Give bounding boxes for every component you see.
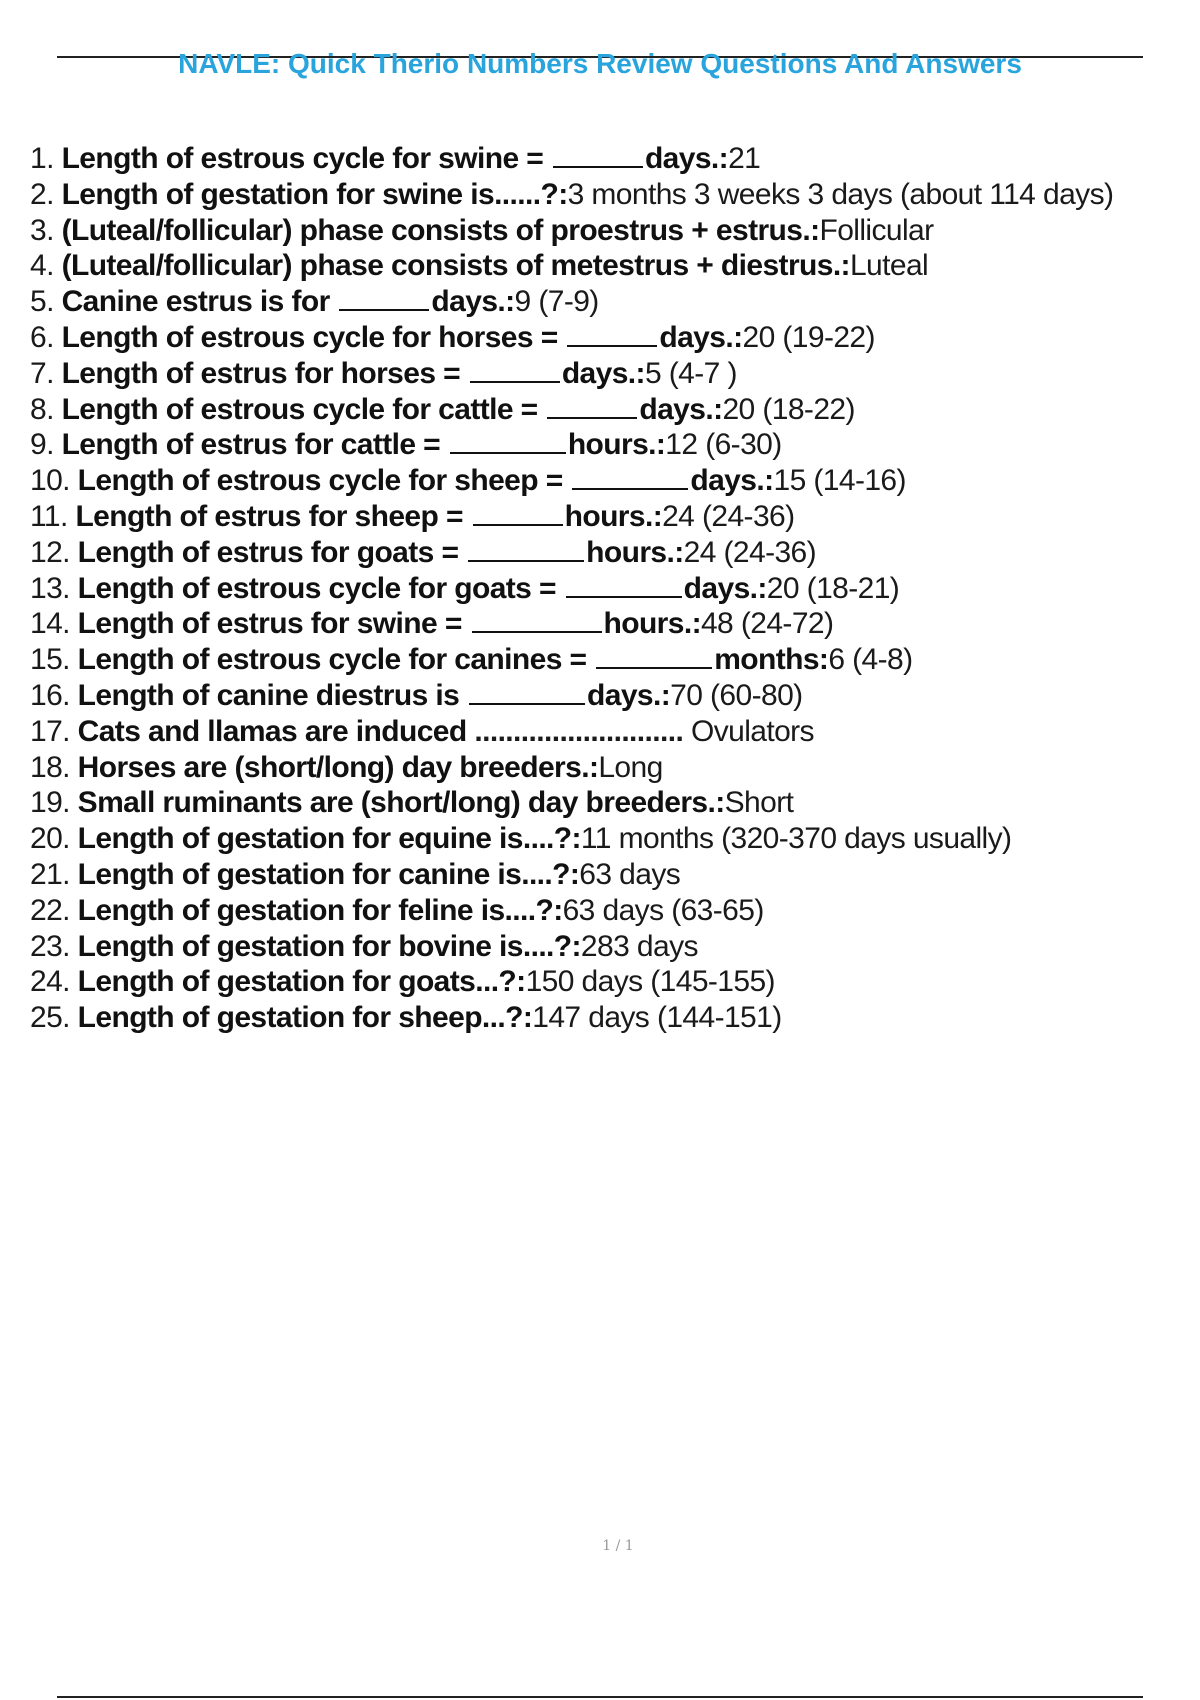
qa-item: [30, 356, 1180, 392]
qa-item: [30, 463, 1180, 499]
qa-item: [30, 750, 1180, 786]
answer-text: 147 days (144-151): [532, 1001, 782, 1035]
answer-text: 15 (14-16): [773, 464, 906, 498]
qa-item: [30, 1000, 1180, 1036]
qa-item: [30, 857, 1180, 893]
unit-label: days.:: [561, 356, 645, 390]
answer-blank: [566, 572, 682, 598]
qa-item: [30, 785, 1180, 821]
answer-text: 63 days: [579, 857, 681, 891]
answer-blank: [547, 393, 637, 419]
item-number: 11.: [30, 499, 68, 533]
unit-label: days.:: [683, 571, 767, 605]
qa-item: [30, 714, 1180, 750]
question-text: Length of estrus for cattle =: [61, 428, 441, 462]
item-number: 17.: [30, 714, 70, 748]
question-text: Length of estrus for horses =: [61, 356, 461, 390]
item-number: 18.: [30, 750, 70, 784]
answer-text: 12 (6-30): [665, 428, 782, 462]
answer-text: 5 (4-7 ): [644, 356, 737, 390]
answer-blank: [572, 464, 688, 490]
dotted-leader: ...........................: [474, 714, 684, 748]
qa-item: [30, 642, 1180, 678]
question-text: Length of gestation for canine is....?:: [77, 857, 580, 891]
answer-blank: [596, 643, 712, 669]
question-text: Cats and llamas are induced: [77, 714, 467, 748]
answer-blank: [553, 142, 643, 168]
item-number: 25.: [30, 1001, 70, 1035]
question-text: Length of gestation for feline is....?:: [77, 893, 563, 927]
item-number: 12.: [30, 535, 70, 569]
item-number: 4.: [30, 249, 54, 283]
qa-item: [30, 213, 1180, 249]
answer-text: 150 days (145-155): [525, 965, 775, 999]
qa-item: [30, 427, 1180, 463]
item-number: 2.: [30, 177, 54, 211]
unit-label: days.:: [644, 142, 729, 175]
answer-blank: [468, 536, 584, 562]
question-text: (Luteal/follicular) phase consists of metestrus + diestrus.:: [61, 249, 850, 283]
qa-item: [30, 284, 1180, 320]
question-text: (Luteal/follicular) phase consists of proestrus + estrus.:: [61, 213, 820, 247]
answer-text: Short: [724, 786, 794, 820]
answer-blank: [450, 428, 566, 454]
item-number: 1.: [30, 142, 54, 175]
answer-text: 6 (4-8): [828, 643, 913, 677]
qa-item: [30, 392, 1180, 428]
qa-item: [30, 821, 1180, 857]
question-text: Length of canine diestrus is: [77, 678, 460, 712]
qa-item: [30, 141, 1180, 177]
item-number: 10.: [30, 464, 70, 498]
answer-text: 20 (19-22): [742, 320, 875, 354]
question-text: Length of estrous cycle for horses =: [61, 320, 558, 354]
answer-blank: [567, 321, 657, 347]
question-text: Length of estrous cycle for sheep =: [77, 464, 563, 498]
qa-item: [30, 248, 1180, 284]
answer-text: Luteal: [849, 249, 929, 283]
item-number: 22.: [30, 893, 70, 927]
answer-text: 24 (24-36): [662, 499, 795, 533]
qa-item: [30, 320, 1180, 356]
qa-item: [30, 964, 1180, 1000]
unit-label: hours.:: [564, 499, 663, 533]
document-title: NAVLE: Quick Therio Numbers Review Questions And Answers: [178, 48, 1022, 79]
unit-label: hours.:: [567, 428, 666, 462]
answer-text: 3 months 3 weeks 3 days (about 114 days): [567, 177, 1114, 211]
question-text: Length of gestation for bovine is....?:: [77, 929, 581, 963]
unit-label: days.:: [639, 392, 723, 426]
qa-item: [30, 499, 1180, 535]
item-number: 13.: [30, 571, 70, 605]
question-text: Canine estrus is for: [61, 285, 330, 319]
item-number: 20.: [30, 822, 70, 856]
question-text: Length of estrous cycle for cattle =: [61, 392, 538, 426]
item-number: 7.: [30, 356, 54, 390]
answer-text: 20 (18-22): [722, 392, 855, 426]
answer-text: 283 days: [580, 929, 698, 963]
item-number: 15.: [30, 643, 70, 677]
qa-item: [30, 893, 1180, 929]
item-number: 6.: [30, 320, 54, 354]
answer-text: 63 days (63-65): [562, 893, 764, 927]
question-text: Length of estrus for swine =: [77, 607, 462, 641]
unit-label: hours.:: [586, 535, 684, 569]
item-number: 5.: [30, 285, 54, 319]
question-text: Length of estrus for sheep =: [75, 499, 463, 533]
answer-text: 21: [728, 142, 761, 175]
item-number: 23.: [30, 929, 70, 963]
item-number: 19.: [30, 786, 70, 820]
qa-item: [30, 929, 1180, 965]
question-text: Length of gestation for goats...?:: [77, 965, 526, 999]
qa-item: [30, 571, 1180, 607]
qa-item: [30, 678, 1180, 714]
answer-text: Ovulators: [690, 714, 814, 748]
answer-text: 48 (24-72): [700, 607, 834, 641]
answer-blank: [470, 357, 560, 383]
answer-blank: [469, 679, 585, 705]
unit-label: days.:: [587, 678, 671, 712]
qa-item: [30, 535, 1180, 571]
unit-label: days.:: [659, 320, 743, 354]
question-text: Horses are (short/long) day breeders.:: [77, 750, 599, 784]
unit-label: months:: [714, 643, 829, 677]
unit-label: hours.:: [603, 607, 701, 641]
answer-blank: [472, 607, 602, 633]
answer-text: 9 (7-9): [514, 285, 599, 319]
item-number: 8.: [30, 392, 54, 426]
question-text: Length of estrus for goats =: [77, 535, 459, 569]
item-number: 9.: [30, 428, 54, 462]
qa-item: [30, 177, 1180, 213]
item-number: 14.: [30, 607, 70, 641]
question-text: Length of gestation for sheep...?:: [77, 1001, 533, 1035]
answer-text: Long: [598, 750, 663, 784]
question-text: Length of gestation for equine is....?:: [77, 822, 581, 856]
item-number: 16.: [30, 678, 70, 712]
item-number: 21.: [30, 857, 70, 891]
answer-text: 24 (24-36): [683, 535, 817, 569]
answer-text: Follicular: [819, 213, 934, 247]
item-number: 24.: [30, 965, 70, 999]
question-text: Small ruminants are (short/long) day breeders.:: [77, 786, 725, 820]
question-list: [30, 141, 1180, 1036]
question-text: Length of estrous cycle for swine =: [61, 142, 544, 175]
qa-item: [30, 606, 1180, 642]
answer-text: 20 (18-21): [766, 571, 900, 605]
unit-label: days.:: [690, 464, 774, 498]
answer-blank: [339, 285, 429, 311]
question-text: Length of estrous cycle for canines =: [77, 643, 587, 677]
page-number: 1 / 1: [602, 1538, 634, 1554]
answer-text: 70 (60-80): [670, 678, 803, 712]
unit-label: days.:: [431, 285, 515, 319]
answer-blank: [473, 500, 563, 526]
item-number: 3.: [30, 213, 54, 247]
bottom-divider: [57, 1696, 1143, 1698]
answer-text: 11 months (320-370 days usually): [580, 822, 1012, 856]
question-text: Length of gestation for swine is......?:: [61, 177, 568, 211]
question-text: Length of estrous cycle for goats =: [77, 571, 556, 605]
